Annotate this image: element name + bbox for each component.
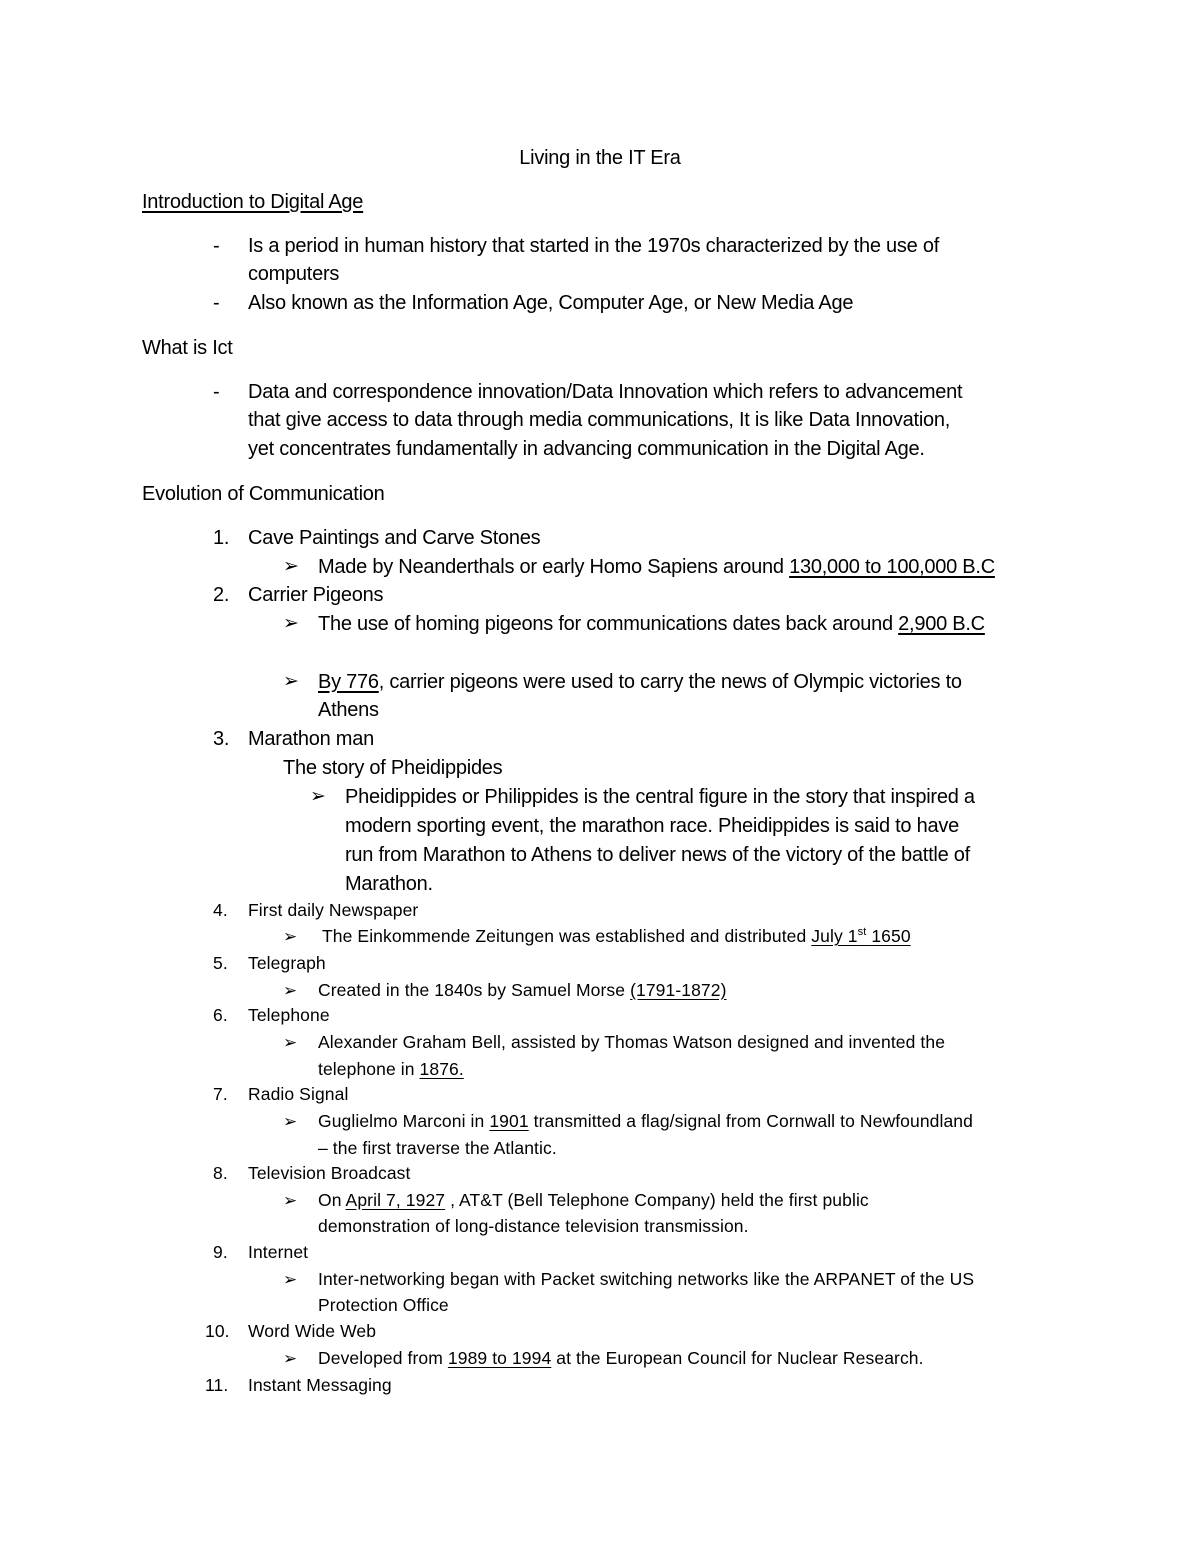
item-number: 7. (213, 1084, 228, 1104)
arrow-bullet-icon: ➢ (283, 613, 299, 634)
item-4-date-suffix: st (857, 926, 867, 938)
item-6-line-2-text: telephone in (318, 1059, 420, 1079)
item-11-label: Instant Messaging (248, 1375, 392, 1395)
item-2-label: Carrier Pigeons (248, 584, 384, 606)
arrow-bullet-icon: ➢ (283, 981, 298, 1000)
item-3-line-4: Marathon. (345, 873, 433, 895)
item-number: 8. (213, 1163, 228, 1183)
item-2-bullet-2-text: , carrier pigeons were used to carry the news of Olympic victories to (378, 671, 962, 693)
item-2-bullet-2 (318, 672, 962, 692)
item-7-year: 1901 (489, 1111, 529, 1131)
intro-bullet-marker: - (213, 292, 220, 314)
item-5-bullet-text: Created in the 1840s by Samuel Morse (318, 980, 631, 1000)
intro-bullet-1-line-2: computers (248, 263, 340, 285)
evolution-heading: Evolution of Communication (142, 483, 385, 505)
item-5-years: (1791-1872) (630, 980, 727, 1000)
item-7-text-a: Guglielmo Marconi in (318, 1111, 490, 1131)
ict-line-1: Data and correspondence innovation/Data Innovation which refers to advancement (248, 381, 963, 403)
item-7-line-1 (318, 1113, 973, 1131)
item-9-line-2: Protection Office (318, 1295, 449, 1315)
item-8-line-2: demonstration of long-distance television transmission. (318, 1216, 749, 1236)
item-9-label: Internet (248, 1242, 309, 1262)
item-number: 2. (213, 584, 230, 606)
ict-bullet-marker: - (213, 381, 220, 403)
item-1-bullet-text: Made by Neanderthals or early Homo Sapiens around (318, 556, 790, 578)
item-4-date-day: July 1 (811, 926, 858, 946)
item-6-year: 1876. (419, 1059, 464, 1079)
item-4-date-year: 1650 (866, 926, 911, 946)
page-title: Living in the IT Era (519, 147, 681, 169)
item-4-label: First daily Newspaper (248, 900, 419, 920)
item-3-line-2: modern sporting event, the marathon race. Pheidippides is said to have (345, 815, 959, 837)
arrow-bullet-icon: ➢ (283, 1349, 298, 1368)
item-10-years: 1989 to 1994 (447, 1348, 552, 1368)
item-8-date: April 7, 1927 (345, 1190, 446, 1210)
intro-bullet-2: Also known as the Information Age, Computer Age, or New Media Age (248, 292, 854, 314)
item-7-label: Radio Signal (248, 1084, 349, 1104)
ict-line-3: yet concentrates fundamentally in advancing communication in the Digital Age. (248, 438, 925, 460)
item-1-bullet (318, 557, 995, 577)
item-2-bullet-2-line-2: Athens (318, 699, 379, 721)
item-2-bullet-1-text: The use of homing pigeons for communications dates back around (318, 613, 899, 635)
item-7-text-b: transmitted a flag/signal from Cornwall to Newfoundland (528, 1111, 973, 1131)
item-8-text-b: , AT&T (Bell Telephone Company) held the first public (445, 1190, 869, 1210)
arrow-bullet-icon: ➢ (310, 786, 326, 807)
intro-heading: Introduction to Digital Age (142, 191, 364, 213)
item-2-date: 2,900 B.C (898, 613, 985, 635)
item-2-year: By 776 (318, 671, 379, 693)
item-4-date (811, 926, 910, 946)
item-8-line-1 (318, 1192, 869, 1210)
item-10-text-b: at the European Council for Nuclear Research. (551, 1348, 924, 1368)
item-5-label: Telegraph (248, 953, 326, 973)
item-4-bullet (322, 928, 911, 946)
item-number: 4. (213, 900, 228, 920)
item-number: 11. (205, 1375, 229, 1395)
arrow-bullet-icon: ➢ (283, 1112, 298, 1131)
item-number: 5. (213, 953, 228, 973)
item-3-line-1: Pheidippides or Philippides is the central figure in the story that inspired a (345, 786, 975, 808)
arrow-bullet-icon: ➢ (283, 1191, 298, 1210)
item-8-label: Television Broadcast (248, 1163, 411, 1183)
item-5-bullet (318, 982, 727, 1000)
item-1-label: Cave Paintings and Carve Stones (248, 527, 541, 549)
item-number: 6. (213, 1005, 228, 1025)
arrow-bullet-icon: ➢ (283, 927, 298, 946)
item-3-subheading: The story of Pheidippides (283, 757, 503, 779)
item-9-line-1: Inter-networking began with Packet switching networks like the ARPANET of the US (318, 1269, 975, 1289)
arrow-bullet-icon: ➢ (283, 671, 299, 692)
item-2-bullet-1 (318, 614, 985, 634)
arrow-bullet-icon: ➢ (283, 1270, 298, 1289)
item-number: 3. (213, 728, 230, 750)
item-3-label: Marathon man (248, 728, 374, 750)
arrow-bullet-icon: ➢ (283, 1033, 298, 1052)
item-4-bullet-text: The Einkommende Zeitungen was established and distributed (322, 926, 812, 946)
item-10-line-1 (318, 1350, 924, 1368)
item-10-text-a: Developed from (318, 1348, 448, 1368)
intro-bullet-marker: - (213, 235, 220, 257)
ict-heading: What is Ict (142, 337, 233, 359)
item-10-label: Word Wide Web (248, 1321, 377, 1341)
item-3-line-3: run from Marathon to Athens to deliver news of the victory of the battle of (345, 844, 970, 866)
arrow-bullet-icon: ➢ (283, 556, 299, 577)
item-6-line-1: Alexander Graham Bell, assisted by Thomas Watson designed and invented the (318, 1032, 946, 1052)
ict-line-2: that give access to data through media communications, It is like Data Innovation, (248, 409, 951, 431)
item-7-line-2: – the first traverse the Atlantic. (318, 1138, 557, 1158)
item-6-label: Telephone (248, 1005, 330, 1025)
item-8-text-a: On (318, 1190, 346, 1210)
item-6-line-2 (318, 1061, 464, 1079)
intro-bullet-1-line-1: Is a period in human history that started in the 1970s characterized by the use of (248, 235, 940, 257)
item-1-date: 130,000 to 100,000 B.C (789, 556, 995, 578)
item-number: 1. (213, 527, 230, 549)
item-number: 10. (205, 1321, 230, 1341)
item-number: 9. (213, 1242, 228, 1262)
